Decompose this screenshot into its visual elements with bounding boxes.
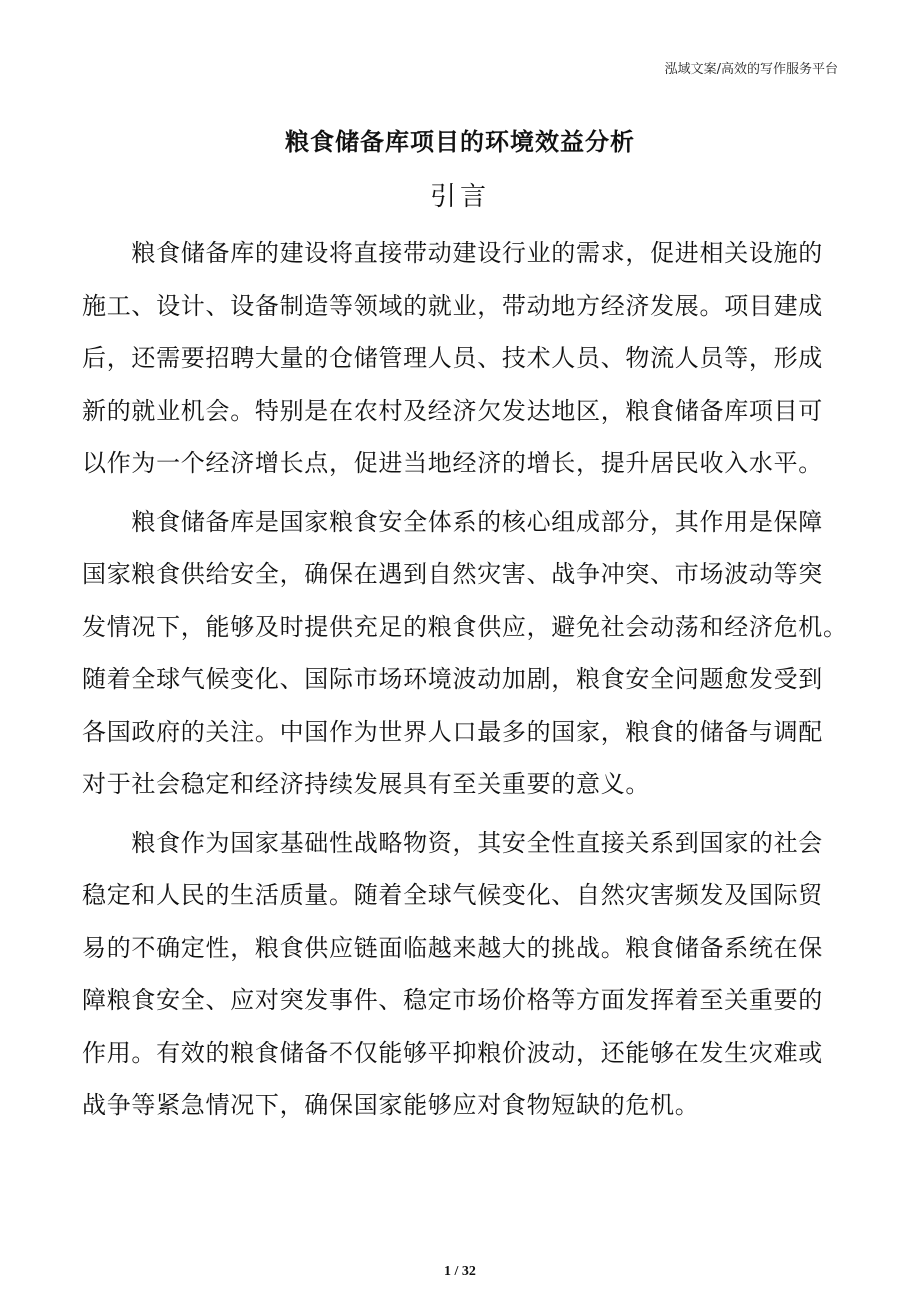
text-line: 作用。有效的粮食储备不仅能够平抑粮价波动，还能够在发生灾难或	[82, 1038, 823, 1067]
text-line: 随着全球气候变化、国际市场环境波动加剧，粮食安全问题愈发受到	[82, 665, 823, 693]
text-line: 以作为一个经济增长点，促进当地经济的增长，提升居民收入水平。	[82, 449, 823, 477]
text-line: 粮食储备库是国家粮食安全体系的核心组成部分，其作用是保障	[82, 507, 823, 536]
page-header: 泓域文案/高效的写作服务平台	[664, 62, 838, 77]
paragraph	[82, 825, 882, 1140]
text-line: 发情况下，能够及时提供充足的粮食供应，避免社会动荡和经济危机。	[82, 612, 848, 641]
text-line: 易的不确定性，粮食供应链面临越来越大的挑战。粮食储备系统在保	[82, 933, 823, 962]
page-number: 1 / 32	[444, 1264, 476, 1279]
section-heading: 引言	[429, 182, 490, 212]
text-line: 国家粮食供给安全，确保在遇到自然灾害、战争冲突、市场波动等突	[82, 560, 823, 588]
text-line: 障粮食安全、应对突发事件、稳定市场价格等方面发挥着至关重要的	[82, 986, 823, 1014]
paragraph	[82, 235, 882, 498]
text-line: 施工、设计、设备制造等领域的就业，带动地方经济发展。项目建成	[82, 291, 823, 320]
text-line: 新的就业机会。特别是在农村及经济欠发达地区，粮食储备库项目可	[82, 396, 823, 425]
text-line: 战争等紧急情况下，确保国家能够应对食物短缺的危机。	[82, 1091, 700, 1119]
text-line: 后，还需要招聘大量的仓储管理人员、技术人员、物流人员等，形成	[82, 344, 823, 372]
text-line: 稳定和人民的生活质量。随着全球气候变化、自然灾害频发及国际贸	[82, 881, 823, 909]
text-line: 对于社会稳定和经济持续发展具有至关重要的意义。	[82, 770, 651, 798]
document-title: 粮食储备库项目的环境效益分析	[285, 128, 635, 156]
text-line: 粮食作为国家基础性战略物资，其安全性直接关系到国家的社会	[82, 828, 823, 857]
text-line: 粮食储备库的建设将直接带动建设行业的需求，促进相关设施的	[82, 239, 823, 267]
document-body	[82, 235, 882, 1146]
text-line: 各国政府的关注。中国作为世界人口最多的国家，粮食的储备与调配	[82, 717, 823, 746]
paragraph	[82, 504, 882, 819]
